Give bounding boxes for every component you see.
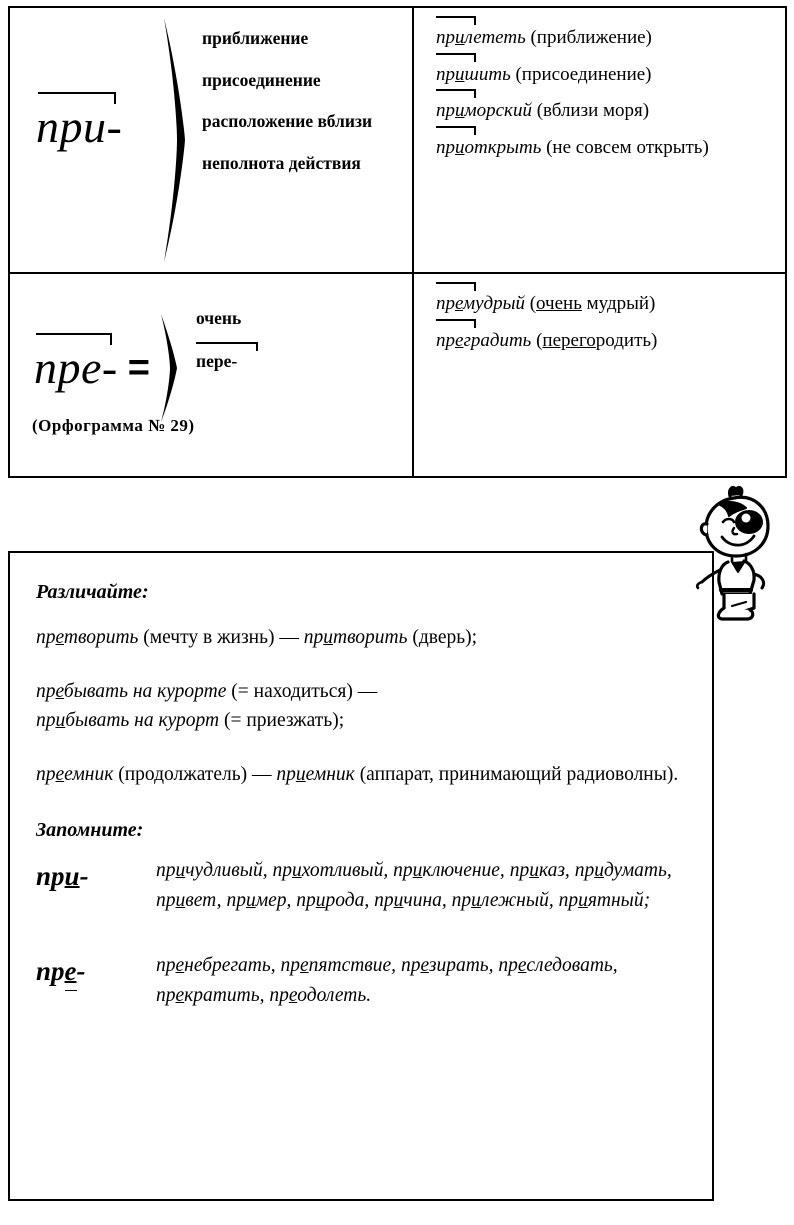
example-item	[436, 327, 777, 356]
word-vowel: е	[55, 627, 64, 648]
leaf-brace-icon	[156, 312, 182, 424]
prefix-token-pre-text: пре-	[34, 342, 118, 393]
meaning-item: приближение	[202, 28, 309, 48]
word-rest: зирать,	[428, 954, 494, 976]
word-vowel: и	[291, 860, 302, 882]
word-rest: пятствие,	[308, 954, 397, 976]
word-prefix: пр	[558, 890, 579, 912]
word-rest: ключение,	[422, 860, 505, 882]
memo-word-list-pri	[156, 856, 688, 916]
word-vowel: и	[455, 136, 465, 158]
em-dash: —	[279, 627, 299, 648]
word-left	[36, 681, 226, 702]
memo-word	[156, 890, 222, 911]
word-vowel: и	[471, 890, 481, 912]
word-vowel: и	[412, 860, 423, 882]
word-vowel: е	[175, 954, 185, 976]
prefix-token-pre	[34, 342, 118, 393]
word-prefix: пр	[400, 954, 421, 976]
distinguish-item	[36, 624, 688, 652]
word-rest: лежный,	[480, 890, 554, 912]
prefix-bar-icon	[436, 53, 476, 62]
word-prefix: пр	[272, 860, 292, 882]
marked-word	[436, 327, 531, 356]
prefix-bar-icon	[436, 126, 476, 135]
word-vowel: е	[55, 681, 64, 703]
word-prefix: пр	[393, 860, 413, 882]
memo-label-pre	[36, 951, 156, 987]
word-vowel: е	[455, 293, 463, 314]
memo-word	[498, 955, 617, 976]
word-right	[36, 710, 219, 731]
word-rest: мудрый	[462, 293, 525, 314]
memo-label-pri	[36, 856, 156, 892]
distinguish-item	[36, 678, 688, 735]
meaning-item: неполнота действия	[202, 153, 361, 174]
word-prefix: пр	[36, 763, 56, 785]
prefix-bar-icon	[436, 319, 476, 328]
distinguish-heading: Различайте:	[36, 581, 149, 603]
example-gloss: (присоединение)	[515, 63, 652, 85]
label-stem: пр	[36, 861, 65, 892]
pre-example-list	[436, 290, 777, 355]
word-prefix-pr: пр	[436, 329, 455, 351]
word-prefix: пр	[156, 954, 176, 976]
word-prefix: пр	[226, 890, 246, 912]
prefix-token-pri	[36, 101, 123, 152]
word-prefix-pr: пр	[436, 27, 455, 48]
word-rest: вет,	[185, 890, 222, 912]
meaning-item-text: пере-	[196, 351, 238, 371]
word-vowel: и	[455, 27, 465, 48]
word-vowel: е	[175, 984, 185, 1006]
marked-word	[436, 290, 525, 319]
memo-word	[510, 860, 570, 881]
word-prefix-pr: пр	[436, 100, 455, 121]
word-vowel: е	[420, 954, 429, 976]
word-rest: творить	[63, 627, 139, 648]
cell-pre-meanings	[10, 274, 412, 480]
word-left	[36, 764, 113, 785]
word-vowel: и	[315, 890, 326, 912]
memo-word	[226, 890, 291, 911]
word-rest: градить	[463, 329, 532, 351]
word-vowel: е	[517, 954, 527, 976]
gloss-left: (мечту в жизнь)	[138, 627, 280, 648]
example-item	[436, 97, 777, 126]
word-prefix: пр	[374, 890, 394, 912]
word-prefix-pr: пр	[436, 63, 455, 85]
word-prefix: пр	[271, 763, 296, 785]
word-right	[272, 764, 355, 785]
memo-word	[401, 955, 494, 976]
word-rest: мер,	[255, 890, 292, 912]
word-left	[36, 627, 138, 648]
word-rest: бывать на курорте	[63, 681, 227, 703]
word-vowel: и	[393, 890, 404, 912]
em-dash: —	[252, 763, 272, 785]
word-vowel: и	[578, 890, 588, 912]
word-rest: открыть	[464, 136, 542, 158]
word-prefix: пр	[156, 984, 176, 1006]
word-vowel: и	[455, 63, 465, 85]
gloss-open-paren: (	[529, 293, 537, 314]
word-right	[299, 627, 408, 648]
word-prefix: пр	[509, 860, 530, 882]
word-prefix: пр	[36, 627, 56, 648]
label-stem: пр	[36, 955, 65, 986]
meaning-item: очень	[196, 308, 242, 328]
word-rest: творить	[333, 627, 408, 648]
prefix-bar-icon	[436, 16, 476, 25]
equals-sign: =	[127, 347, 150, 389]
gloss-right: (аппарат, принимающий радиоволны).	[354, 763, 679, 785]
word-prefix: пр	[296, 890, 316, 912]
word-vowel: и	[295, 763, 306, 785]
marked-word	[436, 24, 526, 53]
word-prefix: пр	[574, 860, 595, 882]
word-rest: морский	[464, 100, 532, 121]
word-vowel: и	[175, 860, 186, 882]
example-gloss: (вблизи моря)	[536, 100, 650, 121]
marked-word	[436, 134, 541, 163]
word-rest: ятный;	[587, 890, 651, 912]
cell-pre-examples	[414, 274, 789, 480]
word-prefix-pr: пр	[436, 136, 455, 158]
example-gloss: (приближение)	[530, 27, 652, 48]
gloss-open-paren: (	[536, 329, 543, 351]
word-vowel: е	[288, 984, 298, 1006]
memorize-row-pri	[36, 856, 688, 916]
memo-word	[296, 890, 369, 911]
distinguish-item	[36, 761, 688, 789]
memo-word	[281, 955, 397, 976]
word-vowel: е	[55, 763, 65, 785]
memo-word	[393, 860, 505, 881]
memo-word-list-pre	[156, 951, 688, 1011]
word-rest: емник	[64, 763, 114, 785]
word-rest: лететь	[464, 27, 526, 48]
word-rest: каз,	[538, 860, 570, 882]
memo-word	[272, 860, 388, 881]
marked-word	[196, 351, 237, 372]
leaf-brace-icon	[158, 16, 192, 264]
word-prefix: пр	[36, 709, 56, 731]
pre-meaning-list	[196, 308, 241, 372]
word-vowel: и	[175, 890, 186, 912]
memo-word	[156, 860, 268, 881]
cell-pri-meanings	[10, 8, 412, 272]
memo-word	[156, 955, 276, 976]
pri-meaning-list	[202, 28, 402, 175]
label-dash: -	[76, 955, 86, 986]
word-rest: емник	[305, 763, 355, 785]
word-vowel: и	[323, 627, 333, 648]
word-prefix: пр	[498, 954, 518, 976]
notes-box	[8, 551, 714, 1201]
gloss-underlined: перего	[542, 329, 596, 351]
prefix-bar-icon	[436, 282, 476, 291]
word-prefix: пр	[156, 860, 176, 882]
orfogramma-note: (Орфограмма № 29)	[32, 416, 195, 435]
meaning-item	[196, 351, 241, 372]
word-prefix: пр	[280, 954, 301, 976]
word-rest: кратить,	[184, 984, 265, 1006]
word-vowel: е	[455, 329, 464, 351]
word-rest: хотливый,	[301, 860, 389, 882]
prefix-bar-icon	[196, 342, 258, 351]
example-item	[436, 134, 777, 163]
meaning-item: расположение вблизи	[202, 111, 373, 132]
meaning-item: присоединение	[202, 69, 321, 90]
memo-word	[156, 985, 264, 1006]
word-vowel: и	[245, 890, 256, 912]
prefix-rules-table	[8, 6, 787, 478]
example-gloss: (не совсем открыть)	[546, 136, 709, 158]
word-rest: бывать на курорт	[65, 709, 220, 731]
word-vowel: е	[300, 954, 309, 976]
word-rest: рода,	[325, 890, 370, 912]
example-item	[436, 290, 777, 319]
word-prefix: пр	[298, 627, 324, 648]
memo-word	[559, 890, 651, 911]
memo-word	[374, 890, 447, 911]
word-vowel: и	[455, 100, 465, 121]
example-item	[436, 24, 777, 53]
word-prefix: пр	[156, 890, 176, 912]
gloss-left: (= находиться)	[226, 681, 358, 703]
label-vowel: е	[64, 955, 77, 986]
marked-word	[436, 61, 511, 90]
example-item	[436, 61, 777, 90]
word-rest: небрегать,	[184, 954, 276, 976]
pre-token-row	[34, 312, 182, 424]
word-prefix: пр	[36, 681, 56, 703]
gloss-underlined: очень	[536, 293, 582, 314]
word-rest: одолеть.	[297, 984, 372, 1006]
gloss-right: (дверь);	[407, 627, 478, 648]
label-dash: -	[79, 861, 89, 892]
word-rest: чудливый,	[185, 860, 268, 882]
gloss-rest: мудрый)	[581, 293, 656, 314]
gloss-rest: родить)	[595, 329, 658, 351]
word-rest: следовать,	[526, 954, 618, 976]
memorize-heading: Запомните:	[36, 819, 144, 842]
word-rest: чина,	[403, 890, 447, 912]
cell-pri-examples	[414, 8, 789, 272]
label-vowel: и	[64, 861, 80, 892]
gloss-right: (= приезжать);	[219, 709, 345, 731]
memo-word	[452, 890, 554, 911]
prefix-bar-icon	[436, 89, 476, 98]
memo-word	[269, 985, 371, 1006]
pri-example-list	[436, 24, 777, 162]
em-dash: —	[357, 681, 378, 703]
word-vowel: и	[594, 860, 604, 882]
memo-word	[575, 860, 672, 881]
word-vowel: и	[55, 709, 66, 731]
word-prefix-pr: пр	[436, 293, 455, 314]
word-vowel: и	[529, 860, 539, 882]
gloss-left: (продолжатель)	[113, 763, 253, 785]
memorize-row-pre	[36, 951, 688, 1011]
word-rest: думать,	[603, 860, 672, 882]
prefix-token-pri-text: при-	[36, 101, 123, 152]
word-prefix: пр	[451, 890, 472, 912]
word-prefix: пр	[269, 984, 289, 1006]
marked-word	[436, 97, 532, 126]
word-rest: шить	[464, 63, 511, 85]
